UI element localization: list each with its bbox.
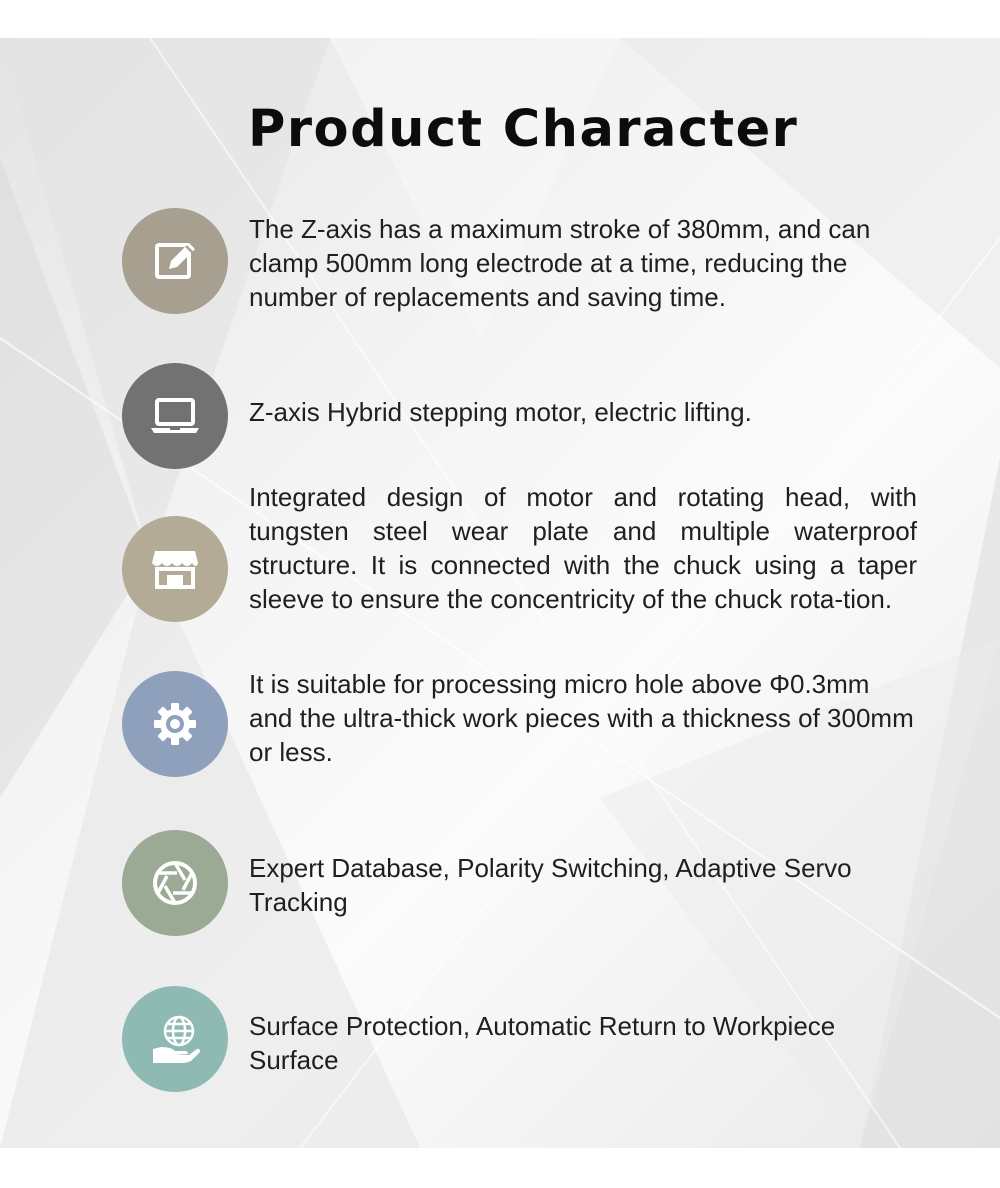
feature-text: Integrated design of motor and rotating head, with tungsten steel wear plate and multiple waterproof structure. It is connected with the chuck using a taper sleeve to ensure the concentricity of the chuck rota-tion. xyxy=(249,482,917,614)
feature-icon-circle xyxy=(122,208,228,314)
feature-icon-circle xyxy=(122,363,228,469)
aperture-icon xyxy=(145,853,205,913)
globe-hand-icon xyxy=(145,1009,205,1069)
page-title: Product Character xyxy=(248,100,799,159)
laptop-icon xyxy=(145,386,205,446)
feature-icon-circle xyxy=(122,671,228,777)
feature-text: Z-axis Hybrid stepping motor, electric lifting. xyxy=(249,397,752,427)
storefront-icon xyxy=(145,539,205,599)
feature-icon-circle xyxy=(122,516,228,622)
feature-icon-circle xyxy=(122,830,228,936)
product-character-panel xyxy=(0,38,1000,1148)
feature-text: It is suitable for processing micro hole above Φ0.3mm and the ultra-thick work pieces with a thickness of 300mm or less. xyxy=(249,669,914,767)
feature-text: The Z-axis has a maximum stroke of 380mm, and can clamp 500mm long electrode at a time, reducing the number of replacements and saving time. xyxy=(249,214,871,312)
gear-icon xyxy=(145,694,205,754)
edit-note-icon xyxy=(145,231,205,291)
feature-text: Expert Database, Polarity Switching, Adaptive Servo Tracking xyxy=(249,853,852,917)
feature-text: Surface Protection, Automatic Return to Workpiece Surface xyxy=(249,1011,836,1075)
feature-icon-circle xyxy=(122,986,228,1092)
